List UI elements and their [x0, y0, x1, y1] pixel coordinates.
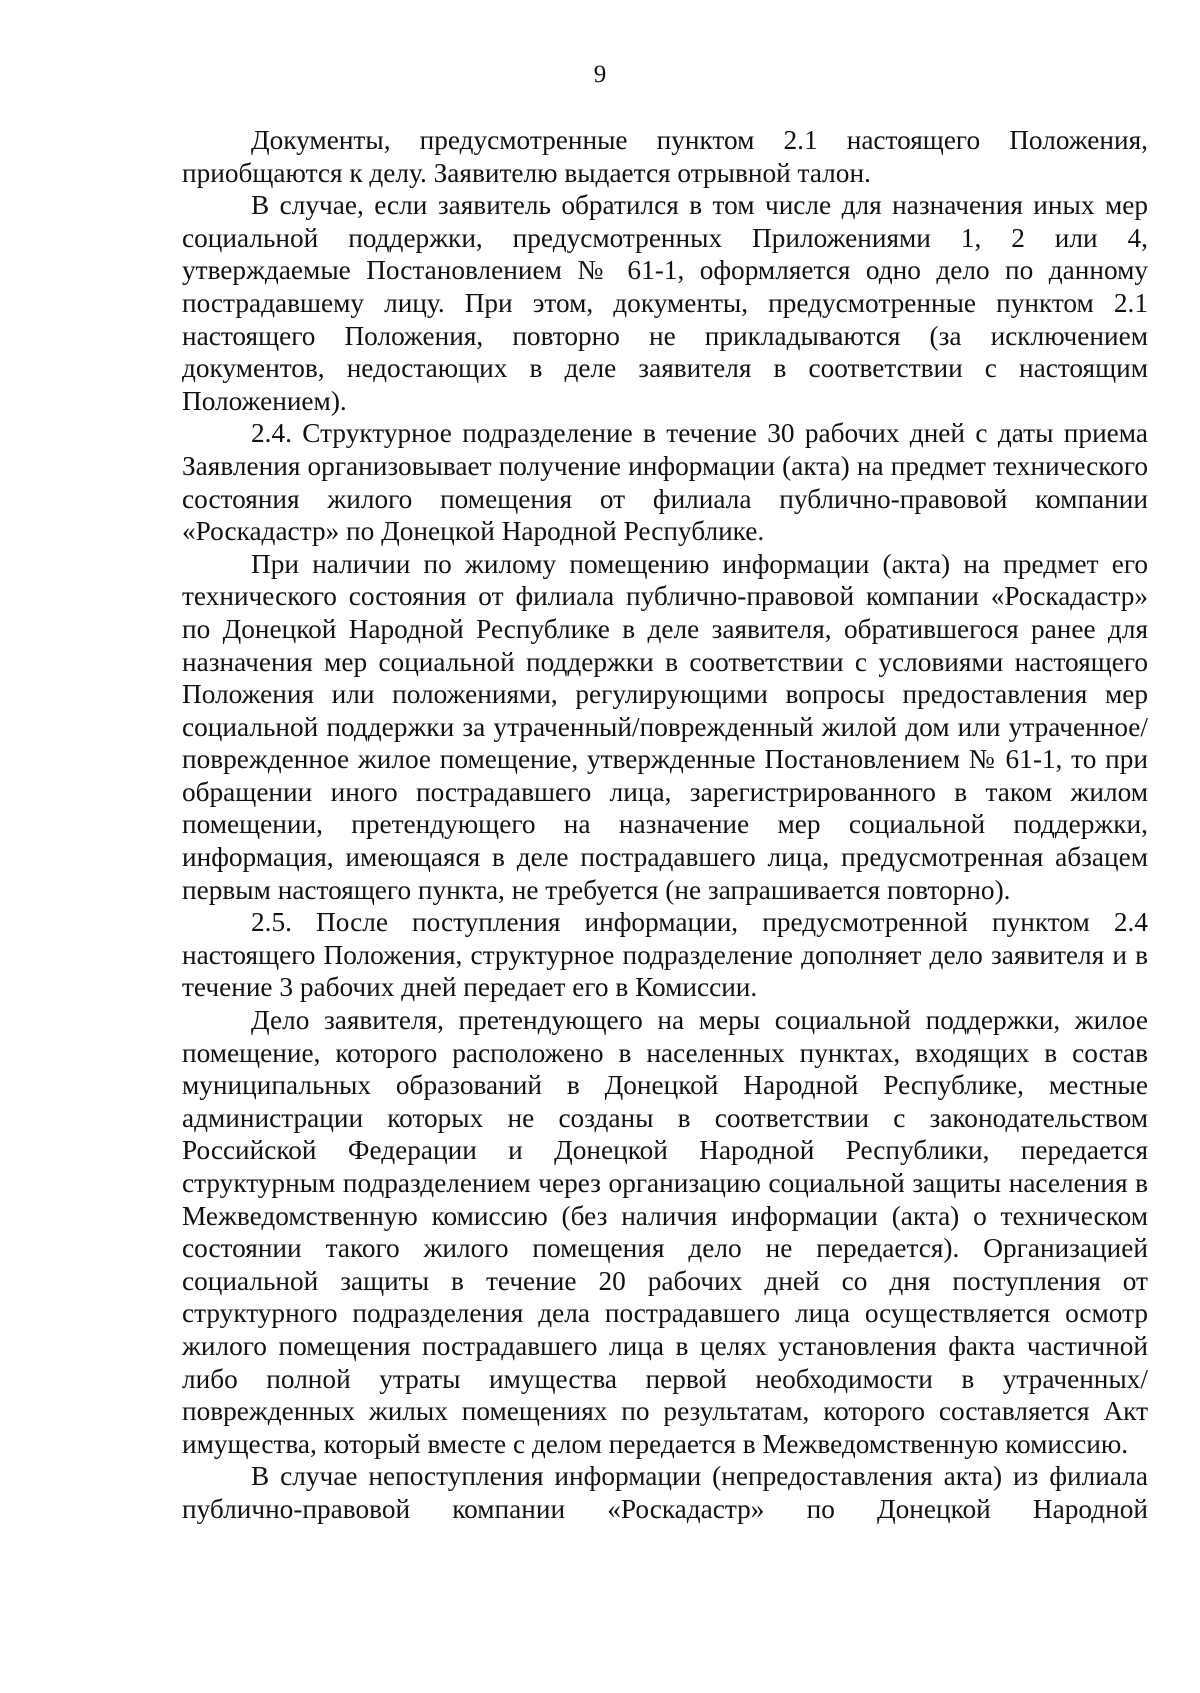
- paragraph-clause-2-5: 2.5. После поступления информации, предусмотренной пунктом 2.4 настоящего Положения, структурное подразделение дополняет дело заявителя и в течение 3 рабочих дней передает его в Комиссии.: [182, 907, 1148, 1003]
- paragraph-other-support-measures: В случае, если заявитель обратился в том числе для назначения иных мер социальной поддержки, предусмотренных Приложениями 1, 2 или 4, утверждаемые Постановлением № 61-1, оформляется одно дело по данному пострадавшему лицу. При этом, документы, предусмотренные пунктом 2.1 настоящего Положения, повторно не прикладываются (за исключением документов, недостающих в деле заявителя в соответствии с настоящим Положением).: [182, 190, 1148, 416]
- document-body: [182, 124, 1148, 1526]
- paragraph-clause-2-4: 2.4. Структурное подразделение в течение 30 рабочих дней с даты приема Заявления организовывает получение информации (акта) на предмет технического состояния жилого помещения от филиала публично-правовой компании «Роскадастр» по Донецкой Народной Республике.: [182, 418, 1148, 547]
- paragraph-non-receipt-of-information: В случае непоступления информации (непредоставления акта) из филиала публично-правовой компании «Роскадастр» по Донецкой Народной: [182, 1461, 1148, 1524]
- paragraph-existing-act-info: При наличии по жилому помещению информации (акта) на предмет его технического состояния от филиала публично-правовой компании «Роскадастр» по Донецкой Народной Республике в деле заявителя, обратившегося ранее для назначения мер социальной поддержки в соответствии с условиями настоящего Положения или положениями, регулирующими вопросы предоставления мер социальной поддержки за утраченный/поврежденный жилой дом или утраченное/поврежденное жилое помещение, утвержденные Постановлением № 61-1, то при обращении иного пострадавшего лица, зарегистрированного в таком жилом помещении, претендующего на назначение мер социальной поддержки, информация, имеющаяся в деле пострадавшего лица, предусмотренная абзацем первым настоящего пункта, не требуется (не запрашивается повторно).: [182, 548, 1148, 905]
- paragraph-interdepartmental-commission: Дело заявителя, претендующего на меры социальной поддержки, жилое помещение, которого расположено в населенных пунктах, входящих в состав муниципальных образований в Донецкой Народной Республике, местные администрации которых не созданы в соответствии с законодательством Российской Федерации и Донецкой Народной Республики, передается структурным подразделением через организацию социальной защиты населения в Межведомственную комиссию (без наличия информации (акта) о техническом состоянии такого жилого помещения дело не передается). Организацией социальной защиты в течение 20 рабочих дней со дня поступления от структурного подразделения дела пострадавшего лица осуществляется осмотр жилого помещения пострадавшего лица в целях установления факта частичной либо полной утраты имущества первой необходимости в утраченных/поврежденных жилых помещениях по результатам, которого составляется Акт имущества, который вместе с делом передается в Межведомственную комиссию.: [182, 1005, 1148, 1459]
- paragraph-documents-attached: Документы, предусмотренные пунктом 2.1 настоящего Положения, приобщаются к делу. Заявителю выдается отрывной талон.: [182, 125, 1148, 188]
- page-number: 9: [593, 61, 607, 88]
